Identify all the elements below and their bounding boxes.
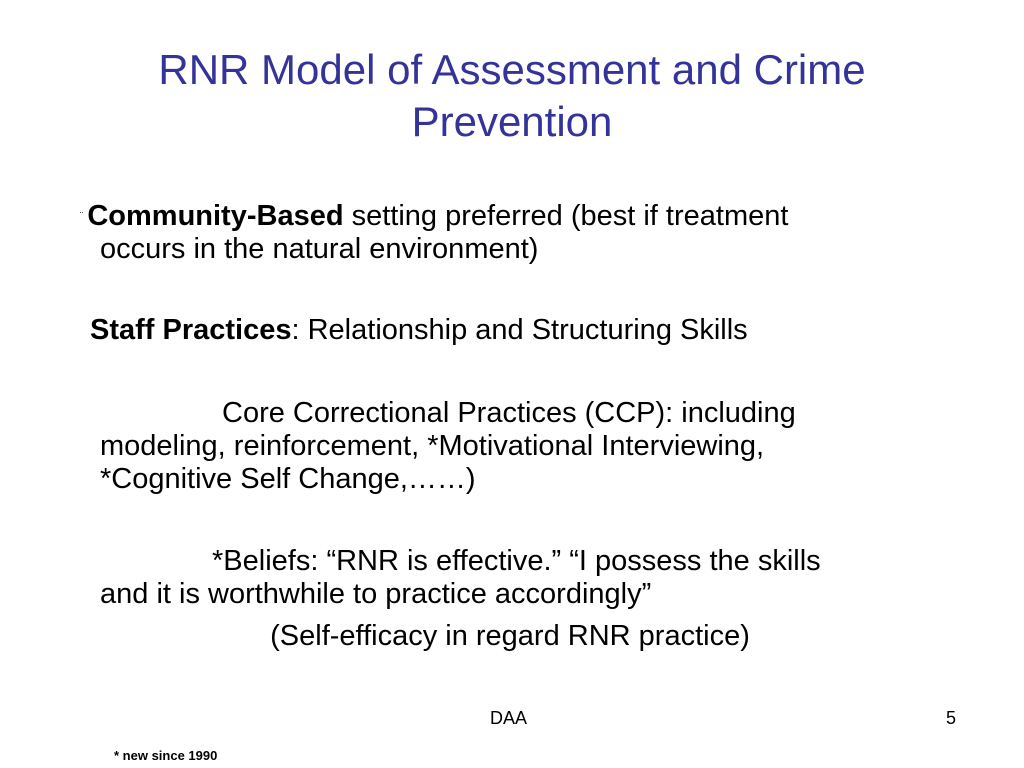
beliefs-line1: *Beliefs: “RNR is effective.” “I possess the skills: [212, 545, 821, 577]
ccp-line1: Core Correctional Practices (CCP): including: [222, 397, 796, 429]
staff-practices-paragraph: [90, 314, 970, 347]
community-based-rest-line2: occurs in the natural environment): [100, 233, 539, 265]
community-based-paragraph: [80, 200, 960, 266]
ccp-line3: *Cognitive Self Change,……): [100, 463, 476, 495]
footer-author: DAA: [490, 708, 528, 728]
footnote: * new since 1990: [114, 748, 218, 763]
staff-practices-rest: : Relationship and Structuring Skills: [291, 314, 748, 346]
community-based-bold: Community-Based: [87, 200, 344, 232]
ccp-line2: modeling, reinforcement, *Motivational Interviewing,: [100, 430, 765, 462]
ccp-paragraph: [100, 397, 980, 496]
self-efficacy-paragraph: (Self-efficacy in regard RNR practice): [270, 620, 750, 652]
community-based-rest-line1: setting preferred (best if treatment: [343, 200, 789, 232]
page-number: 5: [946, 708, 957, 728]
double-dot-bullet-icon: ¨: [80, 211, 84, 222]
beliefs-paragraph: [100, 545, 980, 611]
staff-practices-bold: Staff Practices: [90, 314, 292, 346]
slide-title: RNR Model of Assessment and Crime Prevention: [158, 46, 866, 145]
beliefs-line2: and it is worthwhile to practice accordingly”: [100, 578, 652, 610]
